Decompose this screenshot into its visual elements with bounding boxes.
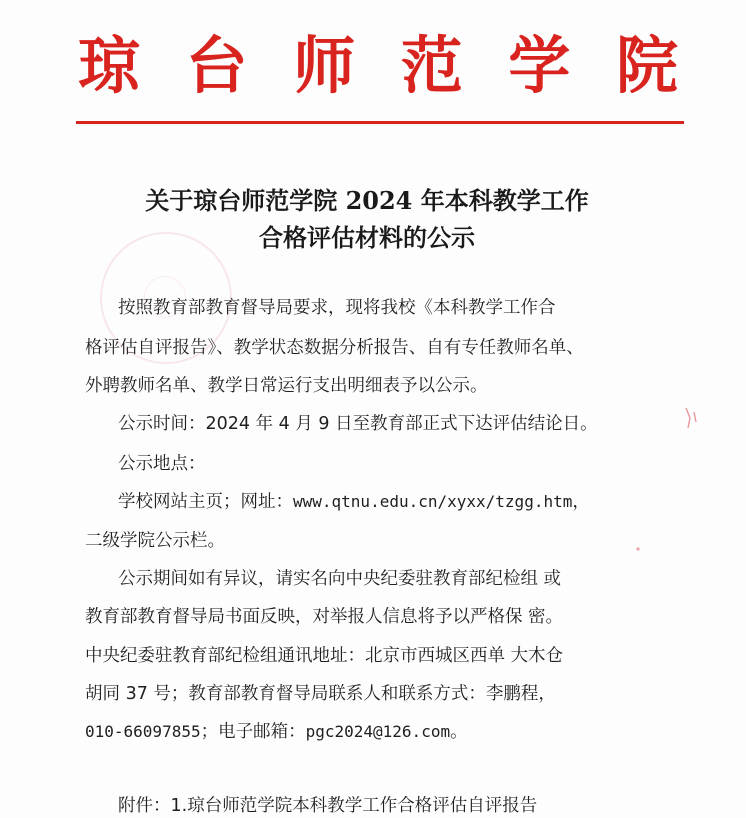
paragraph-1-line-1: 按照教育部教育督导局要求，现将我校《本科教学工作合 <box>118 298 556 318</box>
pen-dot <box>634 545 642 553</box>
header-char: 范 <box>400 29 463 102</box>
paragraph-1-line-2: 格评估自评报告》、教学状态数据分析报告、自有专任教师名单、 <box>85 338 584 358</box>
email-label: ；电子邮箱： <box>200 722 306 742</box>
website-url-link[interactable]: www.qtnu.edu.cn/xyxx/tzgg.htm <box>293 492 573 511</box>
document-title-line-2: 合格评估材料的公示 <box>259 223 475 252</box>
institution-header <box>78 26 678 106</box>
pen-mark <box>680 404 704 434</box>
notice-place-label: 公示地点： <box>118 454 206 474</box>
website-suffix: ， <box>572 492 590 512</box>
header-divider <box>76 121 684 124</box>
header-char: 琼 <box>78 29 141 102</box>
contact-email-link[interactable]: pgc2024@126.com <box>305 722 451 741</box>
document-title-line-1: 关于琼台师范学院 2024 年本科教学工作 <box>145 186 589 215</box>
contact-line-4: 胡同 37 号；教育部教育督导局联系人和联系方式：李鹏程， <box>85 684 556 704</box>
paragraph-1-line-3: 外聘教师名单、教学日常运行支出明细表予以公示。 <box>85 376 488 396</box>
contact-phone: 010-66097855 <box>85 722 201 741</box>
contact-line-3: 中央纪委驻教育部纪检组通讯地址：北京市西城区西单 大木仓 <box>85 646 564 666</box>
attachment-line-1: 附件：1.琼台师范学院本科教学工作合格评估自评报告 <box>118 796 538 816</box>
header-char: 台 <box>185 29 248 102</box>
contact-line-1: 公示期间如有异议，请实名向中央纪委驻教育部纪检组 或 <box>118 569 562 589</box>
header-char: 院 <box>615 29 678 102</box>
notice-time: 公示时间：2024 年 4 月 9 日至教育部正式下达评估结论日。 <box>118 414 598 434</box>
header-char: 师 <box>293 29 356 102</box>
header-char: 学 <box>508 29 571 102</box>
notice-place-line-2: 二级学院公示栏。 <box>85 531 225 551</box>
contact-line-2: 教育部教育督导局书面反映，对举报人信息将予以严格保 密。 <box>85 607 564 627</box>
website-prefix: 学校网站主页；网址： <box>118 492 293 512</box>
contact-line-5 <box>85 724 468 742</box>
line-end: 。 <box>450 722 468 742</box>
notice-website-line <box>118 494 590 512</box>
